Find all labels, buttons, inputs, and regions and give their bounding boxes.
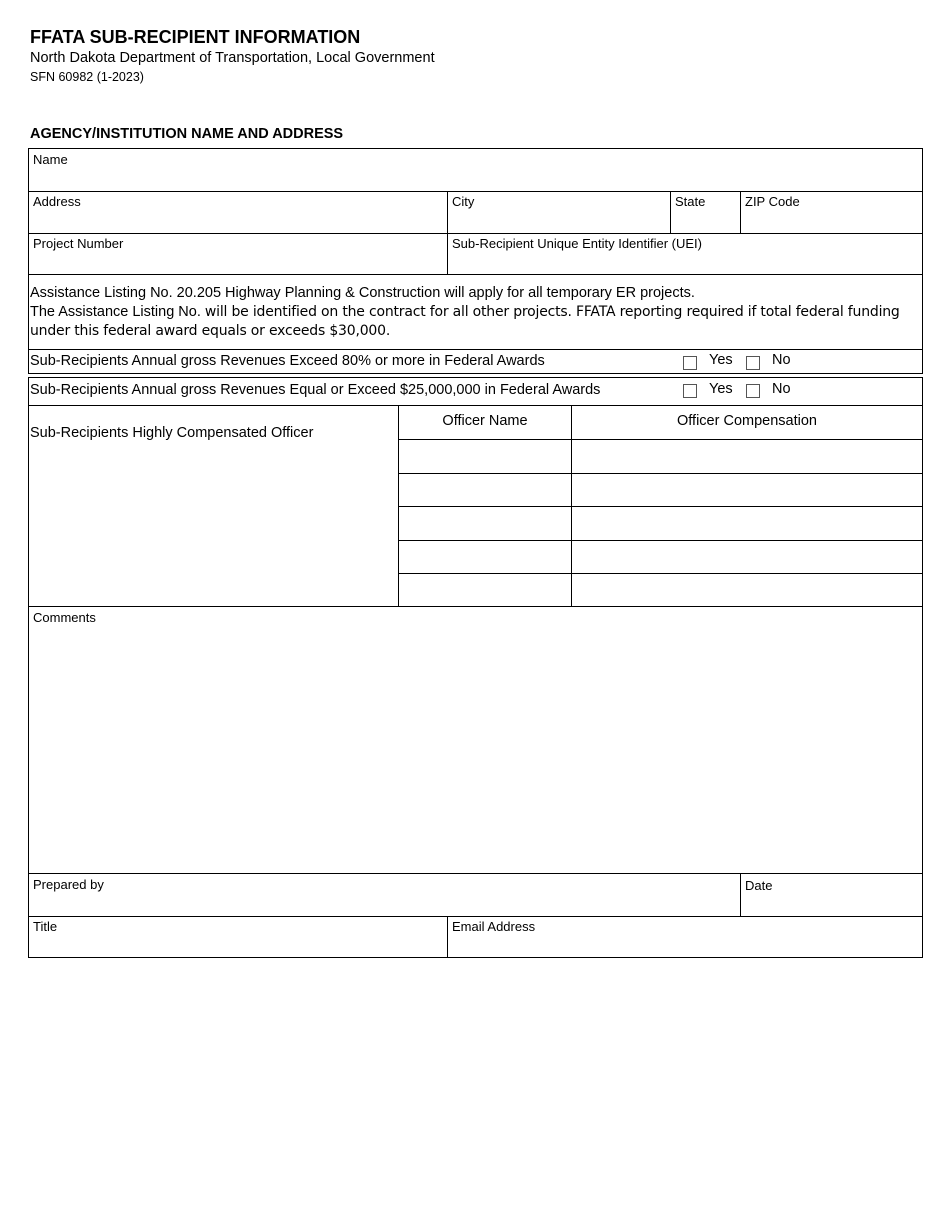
prepared-by-field[interactable]	[29, 874, 740, 916]
note-line-2: The Assistance Listing No. will be identified on the contract for all other projects. FFATA reporting required if total federal funding	[30, 304, 900, 320]
officer-name-field-3[interactable]	[399, 507, 571, 540]
question-2-yes-label: Yes	[709, 381, 733, 397]
date-label: Date	[745, 878, 773, 893]
question-row-1	[28, 349, 923, 374]
officer-name-field-5[interactable]	[399, 574, 571, 606]
title-field[interactable]	[29, 916, 447, 957]
question-2-yes-checkbox[interactable]	[683, 384, 697, 398]
question-2-no-checkbox[interactable]	[746, 384, 760, 398]
name-field[interactable]	[29, 149, 922, 191]
zip-label: ZIP Code	[745, 194, 800, 209]
prepared-by-label: Prepared by	[33, 877, 104, 892]
question-row-2	[28, 377, 923, 406]
department-name: North Dakota Department of Transportation, Local Government	[30, 50, 435, 66]
form-title: FFATA SUB-RECIPIENT INFORMATION	[30, 27, 361, 47]
assistance-note-box	[28, 274, 923, 350]
officers-label: Sub-Recipients Highly Compensated Officer	[30, 425, 314, 441]
state-label: State	[675, 194, 706, 209]
email-label: Email Address	[452, 919, 536, 934]
title-label: Title	[33, 919, 58, 934]
officer-compensation-field-3[interactable]	[572, 507, 922, 540]
officer-compensation-field-5[interactable]	[572, 574, 922, 606]
officer-name-field-1[interactable]	[399, 440, 571, 473]
question-1-yes-checkbox[interactable]	[683, 356, 697, 370]
comments-label: Comments	[33, 610, 96, 625]
agency-info-box	[28, 148, 923, 275]
question-1-text: Sub-Recipients Annual gross Revenues Exceed 80% or more in Federal Awards	[30, 353, 545, 369]
signature-box	[28, 873, 923, 958]
uei-label: Sub-Recipient Unique Entity Identifier (UEI)	[452, 236, 703, 251]
officer-compensation-header: Officer Compensation	[677, 413, 817, 429]
name-label: Name	[33, 152, 68, 167]
city-field[interactable]	[448, 191, 670, 233]
zip-field[interactable]	[741, 191, 922, 233]
email-field[interactable]	[448, 916, 922, 957]
note-line-3: under this federal award equals or exceeds $30,000.	[30, 323, 391, 339]
address-field[interactable]	[29, 191, 447, 233]
officer-compensation-field-1[interactable]	[572, 440, 922, 473]
comments-field[interactable]	[28, 606, 923, 874]
officer-name-field-2[interactable]	[399, 474, 571, 506]
officer-compensation-field-2[interactable]	[572, 474, 922, 506]
question-1-no-label: No	[772, 352, 791, 368]
officer-name-header: Officer Name	[442, 413, 528, 429]
project-number-field[interactable]	[29, 233, 447, 274]
officer-name-field-4[interactable]	[399, 541, 571, 573]
date-field[interactable]	[741, 874, 922, 916]
question-1-no-checkbox[interactable]	[746, 356, 760, 370]
uei-field[interactable]	[448, 233, 922, 274]
officer-compensation-field-4[interactable]	[572, 541, 922, 573]
city-label: City	[452, 194, 475, 209]
form-number: SFN 60982 (1-2023)	[30, 70, 144, 84]
section-heading: AGENCY/INSTITUTION NAME AND ADDRESS	[30, 126, 344, 142]
officers-box	[28, 405, 923, 607]
state-field[interactable]	[671, 191, 740, 233]
question-2-text: Sub-Recipients Annual gross Revenues Equal or Exceed $25,000,000 in Federal Awards	[30, 382, 601, 398]
address-label: Address	[33, 194, 81, 209]
note-line-1: Assistance Listing No. 20.205 Highway Planning & Construction will apply for all temporary ER projects.	[30, 285, 695, 301]
project-number-label: Project Number	[33, 236, 124, 251]
question-1-yes-label: Yes	[709, 352, 733, 368]
question-2-no-label: No	[772, 381, 791, 397]
